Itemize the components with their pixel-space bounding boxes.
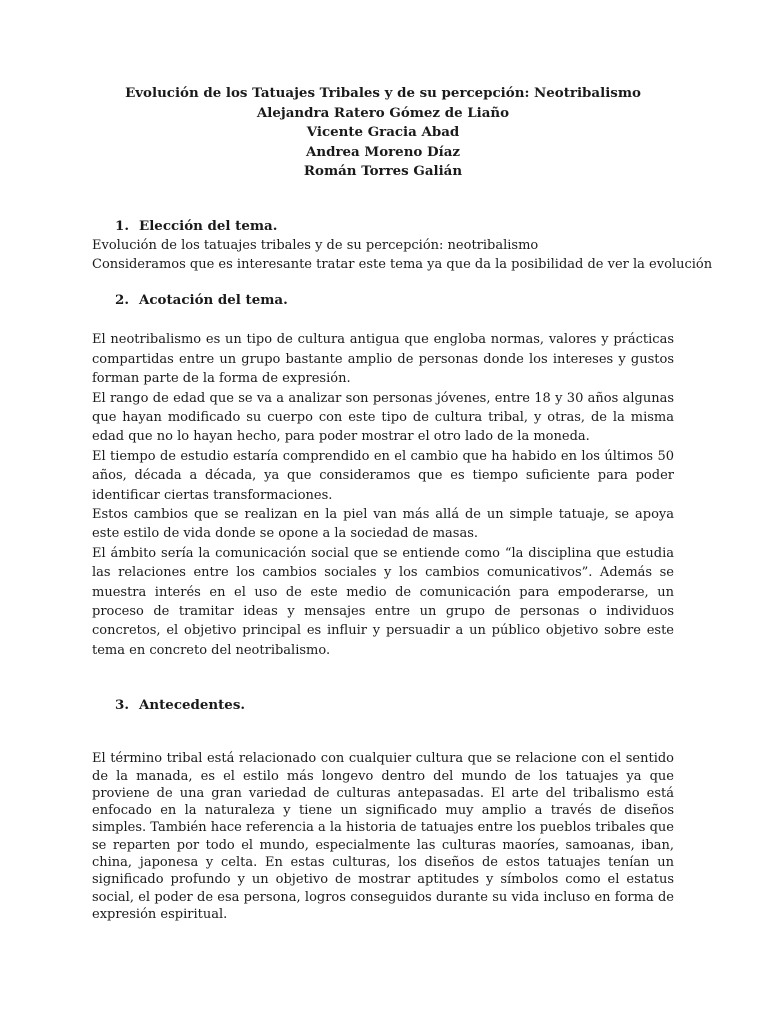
document-page	[92, 84, 713, 923]
author-name: Andrea Moreno Díaz	[305, 143, 461, 160]
section-number: 2.	[115, 292, 129, 309]
section-heading-text: Acotación del tema.	[139, 292, 288, 309]
section-body-acotacion	[92, 330, 674, 660]
section-heading-eleccion	[92, 217, 674, 236]
paragraph: El tiempo de estudio estaría comprendido en el cambio que ha habido en los últimos 50 años, década a década, ya que consideramos que es tiempo suficiente para poder identificar ciertas transformaciones.	[92, 448, 674, 503]
section-heading-acotacion	[92, 291, 674, 310]
section-line: Consideramos que es interesante tratar este tema ya que da la posibilidad de ver la evolución	[92, 256, 713, 272]
section-line: Evolución de los tatuajes tribales y de su percepción: neotribalismo	[92, 237, 539, 253]
author-name: Román Torres Galián	[303, 163, 463, 179]
title-block	[92, 84, 674, 182]
author-name: Alejandra Ratero Gómez de Liaño	[256, 104, 510, 121]
section-heading-antecedentes	[92, 696, 674, 715]
section-body-antecedentes	[92, 750, 674, 923]
section-number: 1.	[115, 217, 129, 234]
paragraph: El ámbito sería la comunicación social que se entiende como “la disciplina que estudia las relaciones entre los cambios sociales y los cambios comunicativos”. Además se muestra interés en el uso de este medio de comunicación para empoderarse, un proceso de tramitar ideas y mensajes entre un grupo de personas o individuos concretos, el objetivo principal es influir y persuadir a un público objetivo sobre este tema en concreto del neotribalismo.	[92, 545, 674, 658]
paragraph: El rango de edad que se va a analizar son personas jóvenes, entre 18 y 30 años algunas que hayan modificado su cuerpo con este tipo de cultura tribal, y otras, de la misma edad que no lo hayan hecho, para poder mostrar el otro lado de la moneda.	[92, 390, 674, 445]
section-heading-text: Antecedentes.	[139, 697, 246, 714]
author-name: Vicente Gracia Abad	[306, 124, 460, 140]
section-heading-text: Elección del tema.	[139, 217, 278, 234]
document-title: Evolución de los Tatuajes Tribales y de su percepción: Neotribalismo	[125, 85, 641, 101]
paragraph: El término tribal está relacionado con cualquier cultura que se relacione con el sentido de la manada, es el estilo más longevo dentro del mundo de los tatuajes ya que proviene de una gran variedad de culturas antepasadas. El arte del tribalismo está enfocado en la naturaleza y tiene un significado muy amplio a través de diseños simples. También hace referencia a la historia de tatuajes entre los pueblos tribales que se reparten por todo el mundo, especialmente las culturas maoríes, samoanas, iban, china, japonesa y celta. En estas culturas, los diseños de estos tatuajes tenían un significado profundo y un objetivo de mostrar aptitudes y símbolos como el estatus social, el poder de esa persona, logros conseguidos durante su vida incluso en forma de expresión espiritual.	[92, 751, 674, 922]
paragraph: El neotribalismo es un tipo de cultura antigua que engloba normas, valores y prácticas compartidas entre un grupo bastante amplio de personas donde los intereses y gustos forman parte de la forma de expresión.	[92, 332, 674, 387]
section-number: 3.	[115, 697, 129, 714]
paragraph: Estos cambios que se realizan en la piel van más allá de un simple tatuaje, se apoya este estilo de vida donde se opone a la sociedad de masas.	[92, 506, 674, 542]
